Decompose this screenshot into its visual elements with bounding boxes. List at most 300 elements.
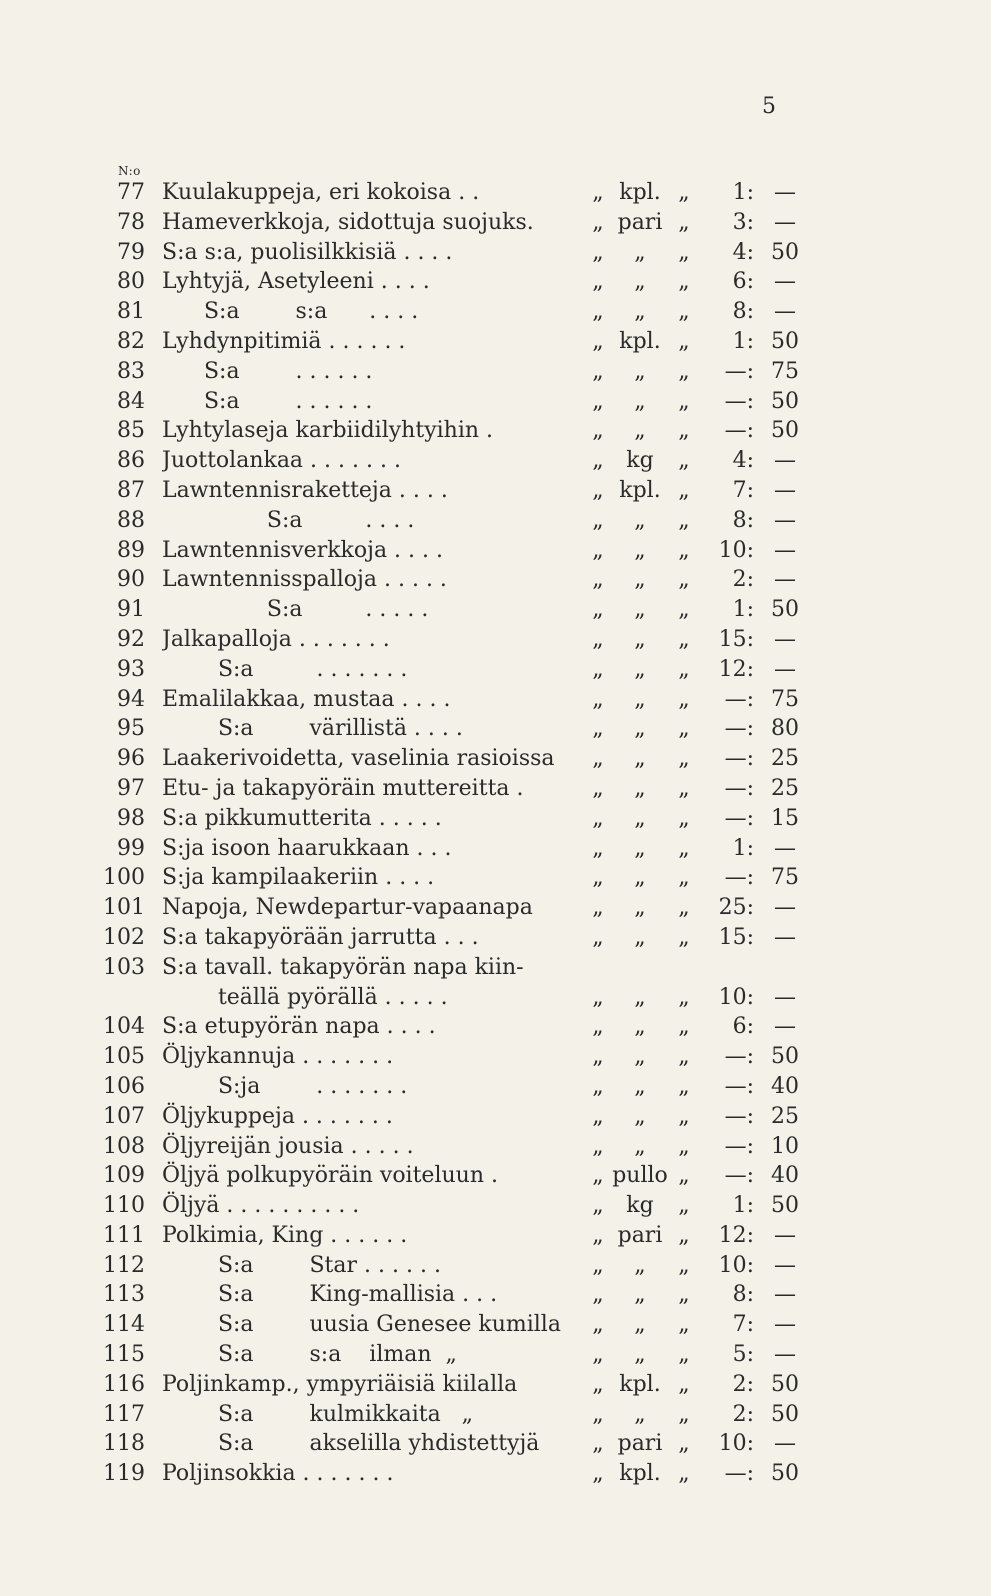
ditto-mark: „ [678,1222,690,1248]
item-number: 86 [117,448,145,474]
price-marks: —: [724,1073,754,1099]
item-number: 97 [117,775,145,801]
item-number: 85 [117,418,145,444]
price-pennies: — [774,1431,796,1457]
item-unit: pari [617,1222,663,1248]
price-pennies: — [774,656,796,682]
ditto-mark: „ [678,1014,690,1040]
ditto-mark: „ [592,1133,604,1159]
list-row [0,327,991,357]
price-marks: 2: [732,567,754,593]
item-number: 114 [103,1312,145,1338]
ditto-mark: „ [678,1103,690,1129]
item-number: 91 [117,597,145,623]
ditto-mark: „ [678,895,690,921]
ditto-mark: „ [678,686,690,712]
item-description: S:a takapyörään jarrutta . . . [162,924,479,950]
list-row [0,1340,991,1370]
ditto-mark: „ [592,239,604,265]
item-unit: „ [634,358,646,384]
ditto-mark: „ [592,1163,604,1189]
list-row [0,1370,991,1400]
ditto-mark: „ [678,239,690,265]
item-description: S:a s:a, puolisilkkisiä . . . . [162,239,453,265]
item-description: S:ja . . . . . . . [162,1073,408,1099]
item-description: S:a . . . . . . . [162,656,408,682]
price-marks: 4: [732,239,754,265]
price-marks: 12: [718,656,754,682]
item-description: Lawntennisverkkoja . . . . [162,537,444,563]
price-pennies: — [774,269,796,295]
list-row [0,238,991,268]
item-unit: „ [634,1073,646,1099]
item-unit: „ [634,507,646,533]
item-number: 96 [117,746,145,772]
ditto-mark: „ [678,1431,690,1457]
item-number: 81 [117,299,145,325]
ditto-mark: „ [678,1401,690,1427]
item-description: S:a s:a ilman „ [162,1342,457,1368]
list-row [0,893,991,923]
price-marks: 1: [732,328,754,354]
ditto-mark: „ [678,805,690,831]
ditto-mark: „ [592,1222,604,1248]
item-description: S:a värillistä . . . . [162,716,463,742]
price-marks: —: [724,388,754,414]
ditto-mark: „ [592,1401,604,1427]
price-pennies: 50 [771,1461,799,1487]
page-number: 5 [762,94,776,119]
ditto-mark: „ [592,358,604,384]
ditto-mark: „ [678,418,690,444]
price-marks: —: [724,358,754,384]
item-number: 101 [103,895,145,921]
list-row [0,1310,991,1340]
list-row [0,1400,991,1430]
item-number: 79 [117,239,145,265]
item-description: S:a tavall. takapyörän napa kiin- [162,954,524,980]
number-column-header: N:o [118,164,141,178]
ditto-mark: „ [678,358,690,384]
price-marks: 15: [718,626,754,652]
item-description: Napoja, Newdepartur-vapaanapa [162,895,533,921]
item-number: 118 [103,1431,145,1457]
ditto-mark: „ [678,1044,690,1070]
item-description: Lyhdynpitimiä . . . . . . [162,328,406,354]
ditto-mark: „ [592,1431,604,1457]
price-marks: 1: [732,835,754,861]
item-unit: „ [634,924,646,950]
item-number: 117 [103,1401,145,1427]
item-description: Lyhtyjä, Asetyleeni . . . . [162,269,430,295]
ditto-mark: „ [592,1371,604,1397]
price-pennies: 50 [771,418,799,444]
list-row [0,416,991,446]
item-description: S:a etupyörän napa . . . . [162,1014,436,1040]
list-row [0,357,991,387]
ditto-mark: „ [592,180,604,205]
list-row [0,655,991,685]
price-marks: 2: [732,1401,754,1427]
price-pennies: — [774,448,796,474]
item-unit: „ [634,1401,646,1427]
ditto-mark: „ [592,388,604,414]
ditto-mark: „ [592,418,604,444]
item-description: S:a pikkumutterita . . . . . [162,805,442,831]
price-marks: 6: [732,1014,754,1040]
item-unit: „ [634,775,646,801]
list-row [0,1459,991,1489]
list-row [0,1251,991,1281]
price-marks: —: [724,418,754,444]
ditto-mark: „ [592,507,604,533]
item-unit: „ [634,865,646,891]
ditto-mark: „ [592,626,604,652]
item-description: Lawntennisraketteja . . . . [162,477,448,503]
price-pennies: 50 [771,1044,799,1070]
ditto-mark: „ [592,1193,604,1219]
item-unit: pari [617,209,663,235]
item-number: 88 [117,507,145,533]
item-number: 100 [103,865,145,891]
price-pennies: 50 [771,1193,799,1219]
item-unit: „ [634,1252,646,1278]
item-description: S:a . . . . [162,507,415,533]
price-marks: —: [724,1044,754,1070]
item-number: 104 [103,1014,145,1040]
price-pennies: — [774,1342,796,1368]
ditto-mark: „ [592,1252,604,1278]
item-unit: „ [634,686,646,712]
price-pennies: — [774,180,796,205]
item-number: 119 [103,1461,145,1487]
item-unit: pari [617,1431,663,1457]
ditto-mark: „ [678,835,690,861]
item-number: 90 [117,567,145,593]
item-number: 107 [103,1103,145,1129]
item-description: Öljyä polkupyöräin voiteluun . [162,1163,498,1189]
ditto-mark: „ [592,686,604,712]
item-number: 93 [117,656,145,682]
price-pennies: — [774,1222,796,1248]
item-number: 80 [117,269,145,295]
list-row [0,804,991,834]
price-pennies: 75 [771,865,799,891]
item-number: 113 [103,1282,145,1308]
ditto-mark: „ [592,448,604,474]
list-row [0,863,991,893]
item-description: Lyhtylaseja karbiidilyhtyihin . [162,418,494,444]
price-pennies: 50 [771,239,799,265]
price-pennies: 80 [771,716,799,742]
item-number: 112 [103,1252,145,1278]
price-marks: 4: [732,448,754,474]
list-row [0,1072,991,1102]
item-description: Laakerivoidetta, vaselinia rasioissa [162,746,555,772]
ditto-mark: „ [678,775,690,801]
price-marks: 2: [732,1371,754,1397]
item-unit: „ [634,537,646,563]
price-pennies: — [774,835,796,861]
item-unit: „ [634,299,646,325]
item-unit: „ [634,716,646,742]
item-number: 106 [103,1073,145,1099]
ditto-mark: „ [678,328,690,354]
item-number: 77 [117,180,145,205]
ditto-mark: „ [678,537,690,563]
price-marks: —: [724,805,754,831]
item-description: Öljykuppeja . . . . . . . [162,1103,393,1129]
list-row [0,1102,991,1132]
item-description: S:a . . . . . . [162,388,373,414]
price-marks: 1: [732,180,754,205]
ditto-mark: „ [678,1371,690,1397]
item-description: S:a Star . . . . . . [162,1252,441,1278]
list-row [0,1221,991,1251]
list-row [0,625,991,655]
price-pennies: — [774,567,796,593]
item-unit: „ [634,656,646,682]
ditto-mark: „ [678,1282,690,1308]
price-pennies: 75 [771,686,799,712]
price-marks: 8: [732,507,754,533]
item-unit: „ [634,597,646,623]
item-description: Öljyä . . . . . . . . . . [162,1193,360,1219]
price-marks: —: [724,865,754,891]
price-marks: —: [724,1163,754,1189]
ditto-mark: „ [678,597,690,623]
item-description: S:a uusia Genesee kumilla [162,1312,561,1338]
ditto-mark: „ [678,1312,690,1338]
item-unit: „ [634,984,646,1010]
ditto-mark: „ [592,1103,604,1129]
item-unit: „ [634,567,646,593]
price-pennies: 25 [771,746,799,772]
ditto-mark: „ [592,1044,604,1070]
ditto-mark: „ [592,537,604,563]
item-description: Poljinsokkia . . . . . . . [162,1461,394,1487]
item-description: S:a . . . . . . [162,358,373,384]
item-unit: „ [634,1014,646,1040]
ditto-mark: „ [592,895,604,921]
item-unit: kg [626,448,654,474]
list-row [0,387,991,417]
price-marks: 8: [732,299,754,325]
price-pennies: — [774,626,796,652]
item-unit: „ [634,388,646,414]
list-row [0,953,991,983]
price-marks: 10: [718,1252,754,1278]
price-marks: 6: [732,269,754,295]
ditto-mark: „ [678,1342,690,1368]
ditto-mark: „ [592,1312,604,1338]
list-row [0,565,991,595]
list-row [0,595,991,625]
ditto-mark: „ [592,984,604,1010]
ditto-mark: „ [592,1282,604,1308]
item-description: Etu- ja takapyöräin muttereitta . [162,775,524,801]
price-marks: 12: [718,1222,754,1248]
item-number: 87 [117,477,145,503]
item-description: S:a . . . . . [162,597,429,623]
price-marks: 10: [718,537,754,563]
ditto-mark: „ [678,209,690,235]
price-marks: 1: [732,1193,754,1219]
item-number: 99 [117,835,145,861]
price-pennies: 25 [771,1103,799,1129]
item-unit: kpl. [619,180,661,205]
ditto-mark: „ [592,299,604,325]
list-row [0,1042,991,1072]
price-marks: —: [724,746,754,772]
ditto-mark: „ [678,1252,690,1278]
ditto-mark: „ [678,1073,690,1099]
list-row [0,983,991,1013]
price-marks: —: [724,686,754,712]
ditto-mark: „ [592,746,604,772]
list-row [0,714,991,744]
item-description: Öljyreijän jousia . . . . . [162,1133,414,1159]
price-pennies: 25 [771,775,799,801]
price-pennies: 50 [771,1401,799,1427]
ditto-mark: „ [678,656,690,682]
list-row [0,1280,991,1310]
list-row [0,208,991,238]
item-number: 95 [117,716,145,742]
item-number: 92 [117,626,145,652]
price-pennies: — [774,1252,796,1278]
price-pennies: — [774,209,796,235]
item-number: 82 [117,328,145,354]
list-row [0,774,991,804]
price-marks: 8: [732,1282,754,1308]
price-marks: 5: [732,1342,754,1368]
price-pennies: — [774,299,796,325]
item-unit: „ [634,1044,646,1070]
item-description: Juottolankaa . . . . . . . [162,448,401,474]
price-pennies: 40 [771,1073,799,1099]
price-pennies: — [774,537,796,563]
ditto-mark: „ [678,626,690,652]
item-number: 103 [103,954,145,980]
price-pennies: — [774,1014,796,1040]
ditto-mark: „ [678,269,690,295]
item-unit: „ [634,1342,646,1368]
ditto-mark: „ [592,269,604,295]
ditto-mark: „ [592,805,604,831]
item-description: Poljinkamp., ympyriäisiä kiilalla [162,1371,518,1397]
list-row [0,923,991,953]
price-pennies: — [774,984,796,1010]
item-unit: „ [634,239,646,265]
item-description: Hameverkkoja, sidottuja suojuks. [162,209,534,235]
list-row [0,834,991,864]
ditto-mark: „ [592,1461,604,1487]
item-unit: kpl. [619,1371,661,1397]
item-number: 105 [103,1044,145,1070]
item-description: Kuulakuppeja, eri kokoisa . . [162,180,480,205]
list-row [0,1132,991,1162]
item-number: 102 [103,924,145,950]
ditto-mark: „ [592,924,604,950]
price-pennies: 75 [771,358,799,384]
item-description: S:a King-mallisia . . . [162,1282,498,1308]
ditto-mark: „ [592,328,604,354]
list-row [0,446,991,476]
list-row [0,1429,991,1459]
item-number: 110 [103,1193,145,1219]
ditto-mark: „ [678,567,690,593]
item-description: S:ja kampilaakeriin . . . . [162,865,435,891]
item-number: 89 [117,537,145,563]
item-number: 78 [117,209,145,235]
price-pennies: 50 [771,388,799,414]
item-unit: „ [634,418,646,444]
price-marks: —: [724,1461,754,1487]
item-number: 98 [117,805,145,831]
item-description: Emalilakkaa, mustaa . . . . [162,686,451,712]
ditto-mark: „ [678,865,690,891]
item-number: 94 [117,686,145,712]
ditto-mark: „ [592,209,604,235]
item-unit: kpl. [619,477,661,503]
item-description: S:a akselilla yhdistettyjä [162,1431,540,1457]
price-marks: 10: [718,1431,754,1457]
ditto-mark: „ [678,180,690,205]
price-pennies: 50 [771,328,799,354]
item-unit: „ [634,269,646,295]
ditto-mark: „ [678,507,690,533]
item-unit: „ [634,1312,646,1338]
price-pennies: 15 [771,805,799,831]
item-unit: „ [634,1282,646,1308]
ditto-mark: „ [592,1342,604,1368]
list-row [0,536,991,566]
ditto-mark: „ [678,924,690,950]
ditto-mark: „ [592,597,604,623]
ditto-mark: „ [592,477,604,503]
item-unit: kg [626,1193,654,1219]
item-unit: „ [634,626,646,652]
price-marks: 7: [732,477,754,503]
ditto-mark: „ [678,1193,690,1219]
item-unit: pullo [612,1163,668,1189]
item-unit: „ [634,835,646,861]
item-unit: „ [634,895,646,921]
ditto-mark: „ [592,716,604,742]
list-row [0,297,991,327]
price-pennies: — [774,1282,796,1308]
list-row [0,1012,991,1042]
item-unit: „ [634,805,646,831]
list-row [0,744,991,774]
ditto-mark: „ [678,984,690,1010]
item-description: S:a kulmikkaita „ [162,1401,474,1427]
price-pennies: 50 [771,597,799,623]
price-marks: —: [724,1103,754,1129]
price-marks: 7: [732,1312,754,1338]
list-row [0,476,991,506]
item-description: S:ja isoon haarukkaan . . . [162,835,452,861]
price-list [0,178,991,1489]
item-description: S:a s:a . . . . [162,299,419,325]
ditto-mark: „ [678,448,690,474]
ditto-mark: „ [678,1461,690,1487]
price-pennies: 40 [771,1163,799,1189]
price-marks: 15: [718,924,754,950]
ditto-mark: „ [592,1073,604,1099]
list-row [0,685,991,715]
